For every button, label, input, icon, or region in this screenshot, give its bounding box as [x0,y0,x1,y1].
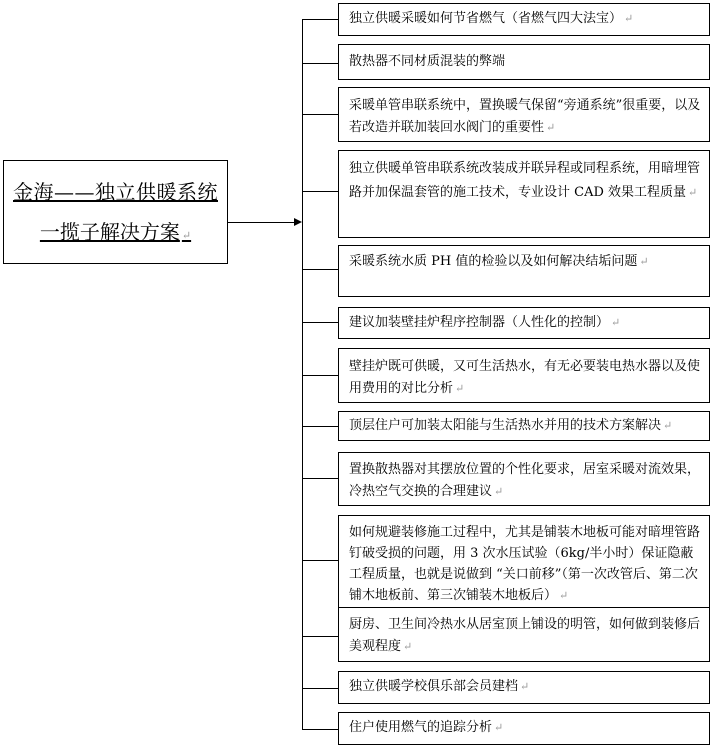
branch-item [338,87,710,142]
connector-branch [302,114,338,115]
branch-item [338,712,710,745]
item-text: 独立供暖学校俱乐部会员建档 [349,679,519,694]
branch-item [338,671,710,704]
paragraph-mark: ↵ [455,382,465,395]
paragraph-mark: ↵ [639,255,649,268]
branch-item [338,245,710,297]
branch-item [338,150,710,238]
paragraph-mark: ↵ [611,316,621,329]
connector-branch [302,478,338,479]
connector-branch [302,560,338,561]
connector-branch [302,688,338,689]
paragraph-mark: ↵ [559,589,569,602]
connector-branch [302,426,338,427]
paragraph-mark: ↵ [181,229,192,242]
root-node [3,160,228,264]
connector-branch [302,636,338,637]
item-text: 顶层住户可加装太阳能与生活热水并用的技术方案解决 [349,418,662,433]
connector-branch [302,63,338,64]
item-text: 独立供暖采暖如何节省燃气（省燃气四大法宝） [349,11,623,26]
branch-item [338,411,710,441]
paragraph-mark: ↵ [494,721,504,734]
connector-branch [302,269,338,270]
item-text: 置换散热器对其摆放位置的个性化要求，居室采暖对流效果，冷热空气交换的合理建议 [349,462,701,499]
connector-branch [302,322,338,323]
item-text: 住户使用燃气的追踪分析 [349,720,493,735]
item-text: 壁挂炉既可供暖，又可生活热水，有无必要装电热水器以及使用费用的对比分析 [349,359,701,396]
connector-arrowhead [294,218,302,226]
item-text: 厨房、卫生间冷热水从居室顶上铺设的明管，如何做到装修后美观程度 [349,617,701,654]
connector-root-link [228,222,294,223]
paragraph-mark: ↵ [688,186,698,199]
item-text: 独立供暖单管串联系统改装成并联异程或同程系统，用暗埋管路并加保温套管的施工技术，专业设计 CAD 效果工程质量 [349,161,701,200]
connector-branch [302,19,338,20]
item-text: 如何规避装修施工过程中，尤其是铺装木地板可能对暗埋管路钉破受损的问题，用 3 次水压试验（6kg/半小时）保证隐蔽工程质量，也就是说做到 “关口前移”（第一次改管后、第二次铺木地板前、第三次铺装木地板后） [349,525,701,603]
item-text: 采暖系统水质 PH 值的检验以及如何解决结垢问题 [349,254,638,269]
branch-item [338,607,710,662]
connector-branch [302,191,338,192]
connector-trunk [302,19,303,729]
item-text: 建议加装壁挂炉程序控制器（人性化的控制） [349,315,610,330]
branch-item [338,515,710,608]
root-title-line2 [4,212,227,256]
branch-item [338,348,710,403]
item-text: 采暖单管串联系统中，置换暖气保留“旁通系统”很重要，以及若改造并联加装回水阀门的重要性 [349,98,701,135]
branch-item [338,307,710,339]
paragraph-mark: ↵ [546,121,556,134]
paragraph-mark: ↵ [663,419,673,432]
root-title-line1: 金海——独立供暖系统 [13,180,218,204]
connector-branch [302,729,338,730]
item-text: 散热器不同材质混装的弊端 [349,54,506,69]
paragraph-mark: ↵ [494,485,504,498]
root-title-line2-text: 一揽子解决方案 [39,220,180,244]
paragraph-mark: ↵ [520,680,530,693]
branch-item [338,44,710,80]
paragraph-mark: ↵ [403,640,413,653]
branch-item [338,452,710,506]
paragraph-mark: ↵ [624,12,634,25]
branch-item [338,3,710,36]
connector-branch [302,375,338,376]
